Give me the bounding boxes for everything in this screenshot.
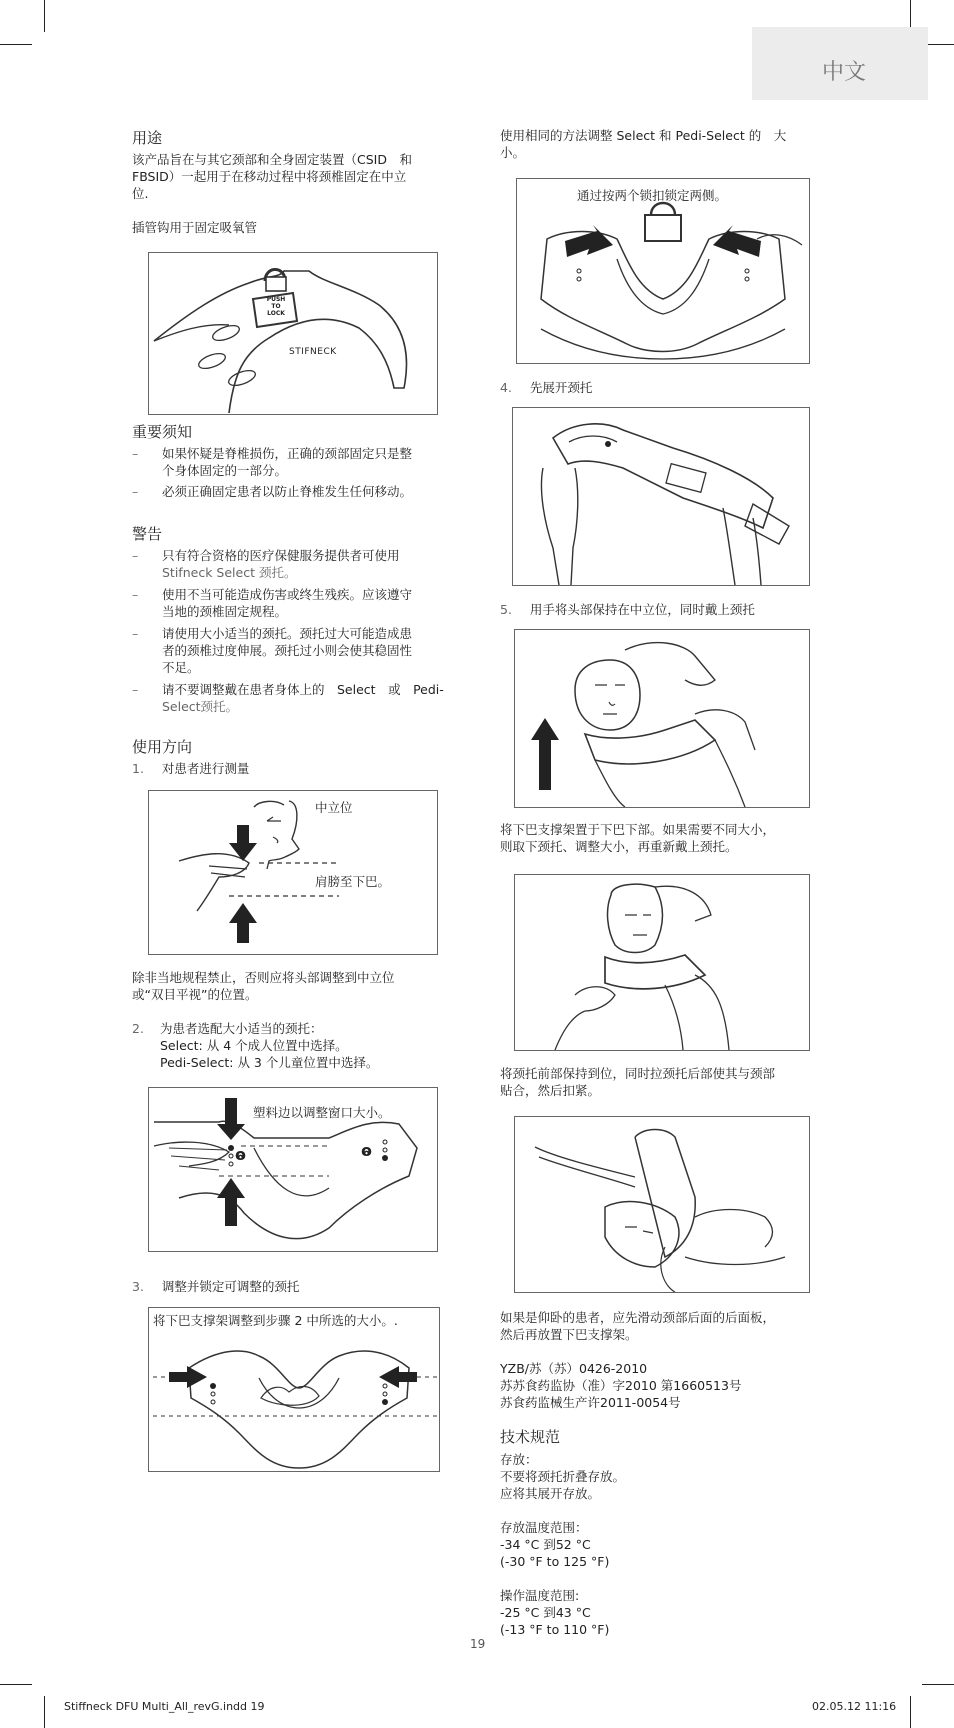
apply-collar-illustration (515, 630, 809, 807)
warning-item-1-line-1: 只有符合资格的医疗保健服务提供者可使用 (162, 548, 400, 563)
chin-placement-illustration (515, 875, 809, 1050)
footer-timestamp: 02.05.12 11:16 (812, 1700, 897, 1713)
list-dash: – (132, 484, 139, 499)
figure-measure-patient (148, 790, 438, 955)
warning-item-2-line-2: 当地的颈椎固定规程。 (162, 604, 288, 619)
shoulder-to-chin-label: 肩膀至下巴。 (315, 874, 391, 889)
front-note-line-1: 将颈托前部保持到位，同时拉颈托后部使其与颈部 (500, 1066, 776, 1081)
registration-line-3: 苏食药监械生产许2011-0054号 (500, 1395, 681, 1410)
warning-item-1-line-2: Stifneck Select 颈托。 (162, 565, 297, 580)
warning-item-4-line-1: 请不要调整戴在患者身体上的 Select 或 Pedi- (162, 682, 444, 697)
brand-label: STIFNECK (289, 347, 337, 357)
storage-temp-line-2: -34 °C 到52 °C (500, 1537, 591, 1552)
spec-heading: 技术规范 (500, 1428, 561, 1446)
step-3-number: 3. (132, 1279, 144, 1294)
usage-text-1: 该产品旨在与其它颈部和全身固定装置（CSID 和 (132, 152, 412, 167)
lock-sides-illustration (517, 179, 809, 363)
step-1-note-2: 或“双目平视”的位置。 (132, 987, 258, 1002)
crop-mark (0, 1684, 32, 1685)
step-5 (500, 601, 755, 618)
step-5-text: 用手将头部保持在中立位，同时戴上颈托 (529, 602, 755, 617)
list-dash: – (132, 626, 139, 641)
figure-adjust-chin-support (148, 1307, 440, 1472)
storage-line-2: 不要将颈托折叠存放。 (500, 1469, 626, 1484)
chin-note-line-2: 则取下颈托、调整大小，再重新戴上颈托。 (500, 839, 738, 854)
footer-file-name: Stiffneck DFU Multi_All_revG.indd 19 (64, 1700, 265, 1713)
language-tab (752, 27, 928, 100)
crop-mark (44, 0, 45, 32)
figure-supine-patient (514, 1116, 810, 1293)
unfold-collar-illustration (513, 408, 809, 585)
step-2-text-2: Select: 从 4 个成人位置中选择。 (160, 1038, 348, 1053)
collar-lock-illustration (149, 253, 437, 414)
step-4 (500, 379, 592, 396)
push-to-lock-label (261, 296, 291, 317)
to-label: TO (271, 303, 281, 310)
storage-temp-line-3: (-30 °F to 125 °F) (500, 1554, 610, 1569)
registration-line-2: 苏苏食药监协（准）字2010 第1660513号 (500, 1378, 742, 1393)
step-1-text: 对患者进行测量 (161, 761, 250, 776)
push-label: PUSH (266, 296, 286, 303)
figure-lock-both-sides (516, 178, 810, 364)
lock-icon: ⱺ (235, 1145, 246, 1164)
step-2-text-1: 为患者选配大小适当的颈托： (160, 1021, 323, 1036)
directions-heading: 使用方向 (132, 738, 193, 756)
step-4-text: 先展开颈托 (529, 380, 593, 395)
figure-unfold-collar (512, 407, 810, 586)
lock-label: LOCK (267, 310, 285, 317)
supine-patient-illustration (515, 1117, 809, 1292)
operating-temp-line-2: -25 °C 到43 °C (500, 1605, 591, 1620)
step-3-text: 调整并锁定可调整的颈托 (161, 1279, 300, 1294)
crop-mark (910, 1696, 911, 1728)
usage-text-3: 位. (132, 186, 149, 201)
storage-line-3: 应将其展开存放。 (500, 1486, 601, 1501)
list-dash: – (132, 548, 139, 563)
warning-item-3-line-3: 不足。 (162, 660, 200, 675)
warning-item-3-line-2: 者的颈椎过度伸展。颈托过小则会使其稳固性 (162, 643, 413, 658)
same-method-line-1: 使用相同的方法调整 Select 和 Pedi-Select 的 大 (500, 128, 787, 143)
lock-both-sides-label: 通过按两个锁扣锁定两侧。 (577, 188, 728, 203)
notice-item-2-line-1: 必须正确固定患者以防止脊椎发生任何移动。 (162, 484, 413, 499)
operating-temp-line-3: (-13 °F to 110 °F) (500, 1622, 610, 1637)
crop-mark (0, 44, 32, 45)
figure-place-chin-support (514, 874, 810, 1051)
page-number: 19 (470, 1637, 486, 1651)
same-method-line-2: 小。 (500, 145, 526, 160)
warning-item-4-line-2: Select颈托。 (162, 699, 239, 714)
intubation-text: 插管钩用于固定吸氧管 (132, 220, 258, 235)
step-1-note-1: 除非当地规程禁止，否则应将头部调整到中立位 (132, 970, 395, 985)
neutral-position-label: 中立位 (315, 800, 353, 815)
warning-item-3-line-1: 请使用大小适当的颈托。颈托过大可能造成患 (162, 626, 413, 641)
notice-heading: 重要须知 (132, 423, 193, 441)
step-3 (132, 1278, 299, 1295)
chin-support-illustration (149, 1308, 439, 1471)
step-4-number: 4. (500, 380, 512, 395)
warning-item-2-line-1: 使用不当可能造成伤害或终生残疾。应该遵守 (162, 587, 413, 602)
supine-note-line-1: 如果是仰卧的患者，应先滑动颈部后面的后面板， (500, 1310, 776, 1325)
step-1-number: 1. (132, 761, 144, 776)
front-note-line-2: 贴合，然后扣紧。 (500, 1083, 601, 1098)
notice-item-1-line-1: 如果怀疑是脊椎损伤，正确的颈部固定只是整 (162, 446, 413, 461)
step-1 (132, 760, 249, 777)
storage-temp-line-1: 存放温度范围： (500, 1520, 588, 1535)
language-label: 中文 (821, 60, 866, 85)
list-dash: – (132, 446, 139, 461)
step-2-number: 2. (132, 1021, 144, 1036)
measure-illustration (149, 791, 437, 954)
list-dash: – (132, 682, 139, 697)
chin-support-label: 将下巴支撑架调整到步骤 2 中所选的大小。. (153, 1313, 398, 1328)
list-dash: – (132, 587, 139, 602)
crop-mark (922, 1684, 954, 1685)
registration-line-1: YZB/苏（苏）0426-2010 (500, 1361, 648, 1376)
supine-note-line-2: 然后再放置下巴支撑架。 (500, 1327, 638, 1342)
step-2 (132, 1020, 144, 1037)
plastic-edge-label: 塑料边以调整窗口大小。 (253, 1105, 391, 1120)
figure-apply-collar (514, 629, 810, 808)
chin-note-line-1: 将下巴支撑架置于下巴下部。如果需要不同大小， (500, 822, 776, 837)
step-2-text-3: Pedi-Select: 从 3 个儿童位置中选择。 (160, 1055, 379, 1070)
step-5-number: 5. (500, 602, 512, 617)
figure-collar-lock (148, 252, 438, 415)
storage-line-1: 存放： (500, 1452, 538, 1467)
operating-temp-line-1: 操作温度范围: (500, 1588, 580, 1603)
notice-item-1-line-2: 个身体固定的一部分。 (162, 463, 288, 478)
svg-text:ⱺ: ⱺ (361, 1141, 372, 1160)
crop-mark (44, 1696, 45, 1728)
usage-heading: 用途 (132, 129, 163, 147)
warning-heading: 警告 (132, 525, 163, 543)
usage-text-2: FBSID）一起用于在移动过程中将颈椎固定在中立 (132, 169, 407, 184)
figure-select-size (148, 1087, 438, 1252)
